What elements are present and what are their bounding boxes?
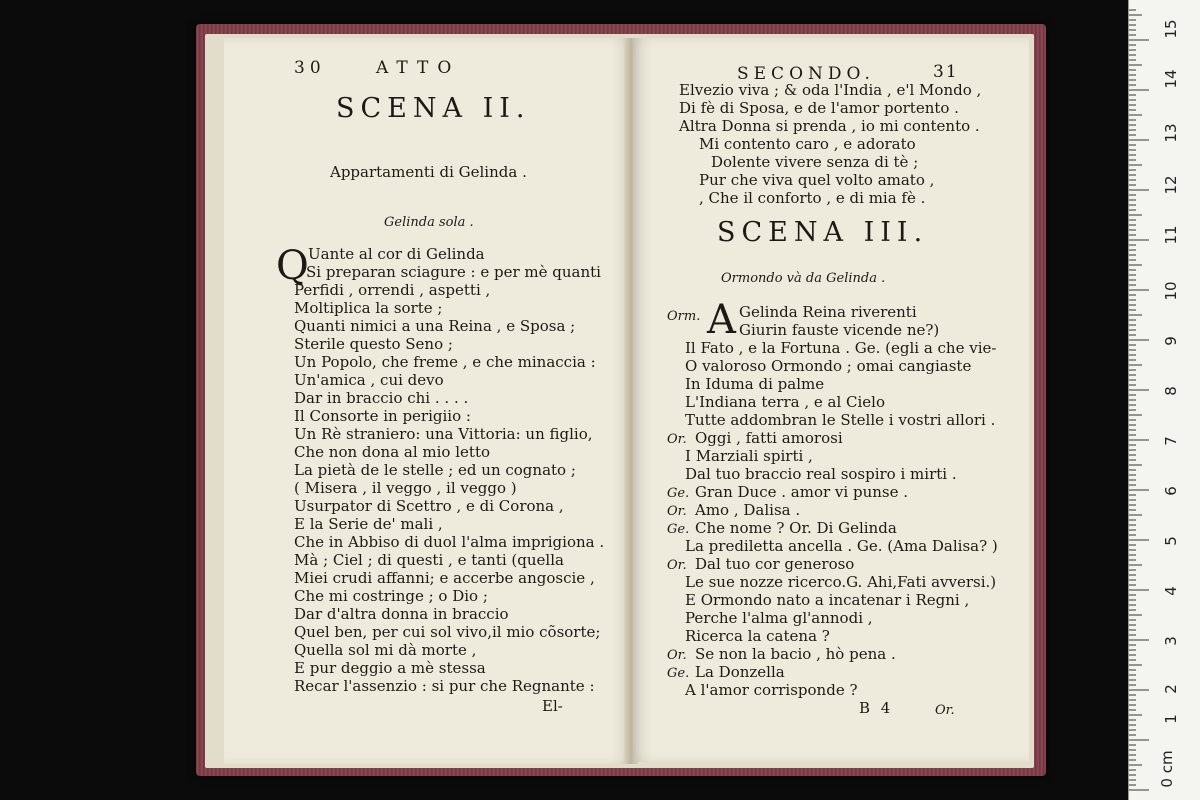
ruler-number: 4 bbox=[1162, 586, 1180, 596]
signature-mark: B 4 bbox=[859, 699, 894, 717]
dialogue-line: A l'amor corrisponde ? bbox=[685, 681, 858, 699]
ruler-number: 8 bbox=[1162, 386, 1180, 396]
left-line: Mà ; Ciel ; di questi , e tanti (quella bbox=[294, 551, 564, 569]
right-page bbox=[633, 38, 1029, 762]
left-line: Usurpator di Scettro , e di Corona , bbox=[294, 497, 564, 515]
catchword-left: El- bbox=[542, 697, 563, 715]
dialogue-line: Gran Duce . amor vi punse . bbox=[695, 483, 909, 501]
left-line: ( Misera , il veggo , il veggo ) bbox=[294, 479, 517, 497]
left-line: Che mi costringe ; o Dio ; bbox=[294, 587, 488, 605]
ruler-number: 12 bbox=[1162, 175, 1180, 195]
ruler-number: 6 bbox=[1162, 486, 1180, 496]
scene-title-left: SCENA II. bbox=[336, 93, 531, 124]
ruler-number: 9 bbox=[1162, 336, 1180, 346]
ruler-number: 15 bbox=[1162, 19, 1180, 39]
dialogue-line: E Ormondo nato a incatenar i Regni , bbox=[685, 591, 970, 609]
character-note: Gelinda sola . bbox=[384, 215, 474, 230]
dialogue-line: Dal tuo braccio real sospiro i mirti . bbox=[685, 465, 957, 483]
catchword-right: Or. bbox=[935, 703, 955, 718]
dialogue-line: Amo , Dalisa . bbox=[695, 501, 801, 519]
ruler-number: 3 bbox=[1162, 636, 1180, 646]
dialogue-line: Tutte addombran le Stelle i vostri allori . bbox=[685, 411, 996, 429]
running-head-right: SECONDO. bbox=[737, 64, 875, 84]
left-line: E la Serie de' mali , bbox=[294, 515, 443, 533]
speaker-label: Ge. bbox=[667, 666, 690, 681]
left-line: Un Rè straniero: una Vittoria: un figlio, bbox=[294, 425, 593, 443]
dialogue-line: Giurin fauste vicende ne?) bbox=[739, 321, 940, 339]
ruler-number: 7 bbox=[1162, 436, 1180, 446]
right-line: Pur che viva quel volto amato , bbox=[699, 171, 935, 189]
left-line: Quanti nimici a una Reina , e Sposa ; bbox=[294, 317, 576, 335]
left-line: E pur deggio a mè stessa bbox=[294, 659, 486, 677]
ruler-number: 10 bbox=[1162, 281, 1180, 301]
dialogue-line: Il Fato , e la Fortuna . Ge. (egli a che vie- bbox=[685, 339, 997, 357]
right-line: , Che il conforto , e di mia fè . bbox=[699, 189, 926, 207]
dialogue-line: Oggi , fatti amorosi bbox=[695, 429, 843, 447]
speaker-label: Or. bbox=[667, 504, 687, 519]
right-line: Dolente vivere senza di tè ; bbox=[711, 153, 919, 171]
left-line: Miei crudi affanni; e accerbe angoscie , bbox=[294, 569, 595, 587]
drop-cap-right: A bbox=[707, 297, 736, 343]
left-line: Recar l'assenzio : si pur che Regnante : bbox=[294, 677, 595, 695]
dialogue-line: La prediletta ancella . Ge. (Ama Dalisa? ) bbox=[685, 537, 998, 555]
dialogue-line: In Iduma di palme bbox=[685, 375, 825, 393]
dialogue-line: O valoroso Ormondo ; omai cangiaste bbox=[685, 357, 972, 375]
ruler-unit-label: 0 cm bbox=[1158, 750, 1176, 788]
running-head-left: ATTO bbox=[376, 58, 461, 78]
speaker-label: Or. bbox=[667, 648, 687, 663]
left-line: Un Popolo, che freme , e che minaccia : bbox=[294, 353, 596, 371]
ruler-number: 5 bbox=[1162, 536, 1180, 546]
dialogue-line: I Marziali spirti , bbox=[685, 447, 813, 465]
speaker-label: Ge. bbox=[667, 522, 690, 537]
left-line: Un'amica , cui devo bbox=[294, 371, 444, 389]
dialogue-line: La Donzella bbox=[695, 663, 785, 681]
setting-right: Ormondo và da Gelinda . bbox=[721, 271, 886, 286]
left-line: La pietà de le stelle ; ed un cognato ; bbox=[294, 461, 576, 479]
scene-title-right: SCENA III. bbox=[717, 217, 929, 248]
speaker-label: Ge. bbox=[667, 486, 690, 501]
right-line: Di fè di Sposa, e de l'amor portento . bbox=[679, 99, 959, 117]
dialogue-line: Dal tuo cor generoso bbox=[695, 555, 855, 573]
page-number-left: 30 bbox=[294, 58, 326, 78]
left-line: Che non dona al mio letto bbox=[294, 443, 490, 461]
ruler-number: 2 bbox=[1162, 684, 1180, 694]
dialogue-line: Perche l'alma gl'annodi , bbox=[685, 609, 873, 627]
left-line: Uante al cor di Gelinda bbox=[308, 245, 485, 263]
left-page bbox=[224, 38, 631, 764]
speaker-label: Orm. bbox=[667, 309, 701, 324]
measurement-ruler bbox=[1128, 0, 1200, 800]
speaker-label: Or. bbox=[667, 558, 687, 573]
drop-cap: Q bbox=[276, 243, 309, 289]
left-line: Si preparan sciagure : e per mè quanti bbox=[306, 263, 601, 281]
dialogue-line: L'Indiana terra , e al Cielo bbox=[685, 393, 886, 411]
dialogue-line: Ricerca la catena ? bbox=[685, 627, 830, 645]
page-number-right: 31 bbox=[933, 62, 959, 82]
left-line: Il Consorte in perigiio : bbox=[294, 407, 471, 425]
dialogue-line: Se non la bacio , hò pena . bbox=[695, 645, 896, 663]
dialogue-line: Che nome ? Or. Di Gelinda bbox=[695, 519, 897, 537]
left-line: Dar in braccio chi . . . . bbox=[294, 389, 469, 407]
left-line: Quella sol mi dà morte , bbox=[294, 641, 477, 659]
ruler-number: 11 bbox=[1162, 225, 1180, 245]
left-line: Perfidi , orrendi , aspetti , bbox=[294, 281, 491, 299]
left-line: Sterile questo Seno ; bbox=[294, 335, 453, 353]
right-line: Mi contento caro , e adorato bbox=[699, 135, 916, 153]
dialogue-line: Le sue nozze ricerco.G. Ahi,Fati avversi.) bbox=[685, 573, 997, 591]
left-line: Moltiplica la sorte ; bbox=[294, 299, 443, 317]
ruler-number: 13 bbox=[1162, 123, 1180, 143]
left-line: Quel ben, per cui sol vivo,il mio cõsorte; bbox=[294, 623, 601, 641]
left-line: Dar d'altra donna in braccio bbox=[294, 605, 509, 623]
left-line: Che in Abbiso di duol l'alma imprigiona . bbox=[294, 533, 605, 551]
speaker-label: Or. bbox=[667, 432, 687, 447]
dialogue-line: Gelinda Reina riverenti bbox=[739, 303, 917, 321]
setting-left: Appartamenti di Gelinda . bbox=[330, 163, 527, 181]
right-line: Altra Donna si prenda , io mi contento . bbox=[679, 117, 980, 135]
ruler-number: 14 bbox=[1162, 69, 1180, 89]
ruler-number: 1 bbox=[1162, 714, 1180, 724]
right-line: Elvezio viva ; & oda l'India , e'l Mondo , bbox=[679, 81, 982, 99]
